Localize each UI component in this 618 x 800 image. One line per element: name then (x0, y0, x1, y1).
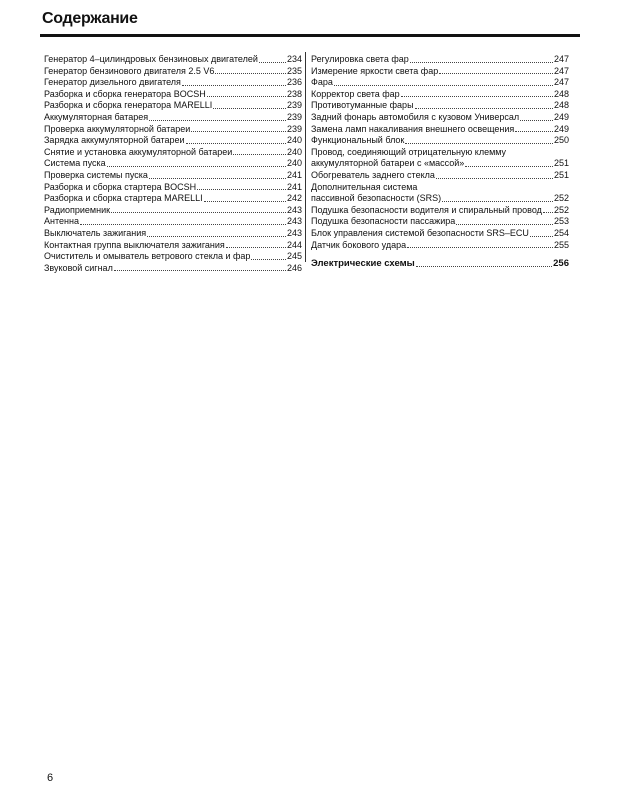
leader-dots (213, 108, 286, 109)
toc-entry[interactable] (311, 228, 569, 240)
toc-entry-page: 239 (286, 100, 302, 111)
toc-entry-title: Радиоприемник (44, 204, 111, 215)
toc-entry-title: Регулировка света фар (311, 54, 409, 64)
toc-entry[interactable] (311, 100, 569, 112)
toc-entry-page: 247 (553, 77, 569, 88)
toc-entry[interactable] (311, 240, 569, 252)
toc-entry-title: Функциональный блок (311, 135, 405, 146)
toc-entry-page: 238 (286, 88, 302, 99)
leader-dots (191, 131, 286, 132)
toc-entry-title: Провод, соединяющий отрицательную клемму (311, 146, 507, 157)
page-title: Содержание (42, 10, 138, 27)
leader-dots (405, 143, 553, 144)
toc-entry-page: 245 (286, 251, 302, 262)
toc-entry-page: 247 (553, 54, 569, 64)
toc-entry-page: 249 (553, 111, 569, 122)
toc-entry-page: 240 (286, 146, 302, 157)
toc-entry-title: Фара (311, 77, 333, 88)
toc-entry[interactable] (44, 66, 302, 78)
toc-entry-title: Зарядка аккумуляторной батареи (44, 135, 185, 146)
toc-entry[interactable] (44, 251, 302, 263)
toc-entry-page: 251 (553, 158, 569, 169)
toc-entry[interactable] (311, 205, 569, 217)
toc-entry-title: Проверка аккумуляторной батареи (44, 123, 191, 134)
leader-dots (251, 259, 286, 260)
toc-entry-title: Корректор света фар (311, 88, 400, 99)
toc-left-column (44, 54, 302, 274)
toc-entry[interactable] (311, 66, 569, 78)
toc-entry-title: Снятие и установка аккумуляторной батареи (44, 146, 233, 157)
toc-entry[interactable] (311, 89, 569, 101)
toc-entry-title: Генератор дизельного двигателя (44, 77, 181, 88)
toc-entry[interactable] (44, 112, 302, 124)
toc-entry[interactable] (44, 240, 302, 252)
toc-entry-page: 234 (286, 54, 302, 64)
toc-entry-title: Электрические схемы (311, 258, 415, 270)
leader-dots (439, 73, 553, 74)
toc-entry-title: Разборка и сборка стартера MARELLI (44, 193, 203, 204)
leader-dots (80, 224, 286, 225)
leader-dots (520, 120, 553, 121)
toc-entry-page: 256 (553, 258, 569, 270)
toc-entry-page: 251 (553, 169, 569, 180)
toc-entry-title: Система пуска (44, 158, 106, 169)
toc-entry[interactable] (311, 124, 569, 136)
toc-entry-title: Замена ламп накаливания внешнего освещения (311, 123, 515, 134)
leader-dots (456, 224, 553, 225)
leader-dots (111, 212, 286, 213)
toc-entry-page: 239 (286, 123, 302, 134)
toc-entry-page: 235 (286, 65, 302, 76)
toc-entry-page: 252 (553, 204, 569, 215)
toc-entry-title: Блок управления системой безопасности SRS–ECU (311, 227, 529, 238)
toc-entry-page: 239 (286, 111, 302, 122)
leader-dots (465, 166, 553, 167)
toc-entry-title: Подушка безопасности водителя и спиральный провод (311, 204, 542, 215)
toc-entry-page: 252 (553, 193, 569, 204)
leader-dots (436, 178, 553, 179)
toc-entry[interactable] (311, 170, 569, 182)
toc-right-column (311, 54, 569, 270)
leader-dots (204, 201, 286, 202)
header-rule (40, 34, 580, 37)
toc-entry-electrical[interactable] (311, 258, 569, 270)
toc-entry[interactable] (44, 228, 302, 240)
leader-dots (415, 108, 553, 109)
page-header (40, 10, 580, 32)
toc-entry-page: 254 (553, 227, 569, 238)
toc-entry-page: 240 (286, 158, 302, 169)
leader-dots (149, 120, 286, 121)
toc-entry-title: Звуковой сигнал (44, 262, 113, 273)
toc-entry[interactable] (44, 147, 302, 159)
leader-dots (226, 247, 286, 248)
leader-dots (114, 270, 286, 271)
leader-dots (410, 62, 553, 63)
toc-entry[interactable] (44, 124, 302, 136)
toc-entry-title: Аккумуляторная батарея (44, 111, 149, 122)
toc-entry-title: пассивной безопасности (SRS) (311, 193, 442, 204)
toc-entry[interactable] (311, 54, 569, 66)
toc-entry[interactable] (44, 77, 302, 89)
leader-dots (259, 62, 286, 63)
toc-entry[interactable] (44, 263, 302, 275)
column-divider (305, 52, 306, 262)
toc-entry[interactable] (311, 135, 569, 147)
toc-entry-page: 242 (286, 193, 302, 204)
toc-entry-title: Генератор 4–цилиндровых бензиновых двигателей (44, 54, 258, 64)
toc-entry-page: 236 (286, 77, 302, 88)
toc-entry-title: Дополнительная система (311, 181, 418, 192)
toc-entry[interactable] (44, 135, 302, 147)
leader-dots (215, 73, 286, 74)
toc-entry-title: Выключатель зажигания (44, 227, 147, 238)
toc-entry-title: Разборка и сборка генератора MARELLI (44, 100, 213, 111)
toc-entry[interactable] (44, 216, 302, 228)
leader-dots (407, 247, 553, 248)
toc-entry-page: 241 (286, 181, 302, 192)
toc-entry[interactable] (44, 205, 302, 217)
toc-entry[interactable] (44, 89, 302, 101)
toc-entry-title: Противотуманные фары (311, 100, 414, 111)
toc-entry-page: 249 (553, 123, 569, 134)
toc-entry-title: Проверка системы пуска (44, 169, 148, 180)
toc-entry-title: Антенна (44, 216, 79, 227)
toc-entry-page: 241 (286, 169, 302, 180)
toc-entry[interactable] (44, 182, 302, 194)
leader-dots (147, 236, 286, 237)
leader-dots (530, 236, 553, 237)
toc-entry-title: Разборка и сборка стартера BOCSH (44, 181, 197, 192)
page-number: 6 (47, 772, 54, 784)
toc-entry-title: аккумуляторной батареи с «массой» (311, 158, 465, 169)
toc-entry-title: Подушка безопасности пассажира (311, 216, 456, 227)
toc-entry-page: 250 (553, 135, 569, 146)
leader-dots (207, 96, 286, 97)
toc-entry-page: 244 (286, 239, 302, 250)
toc-entry-page: 247 (553, 65, 569, 76)
toc-entry-page: 253 (553, 216, 569, 227)
leader-dots (442, 201, 553, 202)
toc-entry-title: Генератор бензинового двигателя 2.5 V6 (44, 65, 215, 76)
toc-entry[interactable] (311, 158, 569, 170)
toc-entry[interactable] (311, 77, 569, 89)
toc-entry-title: Контактная группа выключателя зажигания (44, 239, 225, 250)
toc-entry[interactable] (311, 112, 569, 124)
toc-entry-page: 255 (553, 239, 569, 250)
toc-entry-page: 243 (286, 204, 302, 215)
leader-dots (416, 266, 552, 267)
toc-entry-title: Измерение яркости света фар (311, 65, 439, 76)
toc-entry[interactable] (44, 170, 302, 182)
leader-dots (334, 85, 553, 86)
toc-entry[interactable] (44, 158, 302, 170)
toc-entry[interactable] (44, 54, 302, 66)
leader-dots (186, 143, 286, 144)
toc-entry[interactable] (311, 193, 569, 205)
leader-dots (401, 96, 553, 97)
leader-dots (233, 154, 286, 155)
toc-entry-page: 248 (553, 100, 569, 111)
toc-entry-title: Датчик бокового удара (311, 239, 407, 250)
leader-dots (149, 178, 286, 179)
toc-entry-title: Обогреватель заднего стекла (311, 169, 435, 180)
toc-entry-title: Задний фонарь автомобиля с кузовом Универсал (311, 111, 520, 122)
leader-dots (515, 131, 553, 132)
leader-dots (197, 189, 286, 190)
leader-dots (543, 212, 553, 213)
toc-entry-title: Очиститель и омыватель ветрового стекла и фар (44, 251, 251, 262)
leader-dots (107, 166, 286, 167)
toc-entry[interactable] (311, 216, 569, 228)
toc-entry[interactable] (44, 193, 302, 205)
toc-entry-page: 243 (286, 227, 302, 238)
toc-entry[interactable] (44, 100, 302, 112)
toc-entry-page: 240 (286, 135, 302, 146)
toc-entry-page: 246 (286, 262, 302, 273)
toc-entry-page: 248 (553, 88, 569, 99)
toc-entry-title: Разборка и сборка генератора BOCSH (44, 88, 206, 99)
leader-dots (182, 85, 286, 86)
toc-entry-page: 243 (286, 216, 302, 227)
